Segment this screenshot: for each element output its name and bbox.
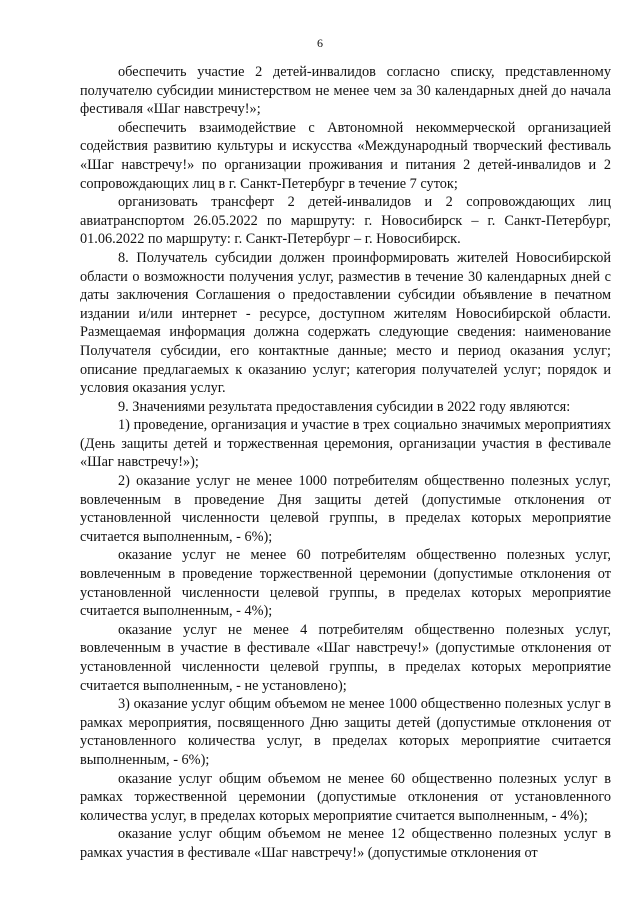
paragraph-result-2-festival: оказание услуг не менее 4 потребителям общественно полезных услуг, вовлеченным в участие в фестивале «Шаг навстречу!» (допустимые отклонения от установленной численности целевой группы, в пределах которых мероприятие считается выполненным, - не установлено); [80, 621, 611, 694]
paragraph-result-1: 1) проведение, организация и участие в трех социально значимых мероприятиях (День защиты детей и торжественная церемония, организации участия в фестивале «Шаг навстречу!»); [80, 417, 611, 471]
paragraph-result-3: 3) оказание услуг общим объемом не менее 1000 общественно полезных услуг в рамках мероприятия, посвященного Дню защиты детей (допустимые отклонения от установленного количества услуг, в пределах которых мероприятие считается выполненным, - 6%); [80, 696, 611, 768]
paragraph-section-8: 8. Получатель субсидии должен проинформировать жителей Новосибирской области о возможности получения услуг, разместив в течение 30 календарных дней с даты заключения Соглашения о предоставлении субсидии объявление в печатном издании и/или интернет - ресурсе, доступном жителям Новосибирской области. Размещаемая информация должна содержать следующие сведения: наименование Получателя субсидии, его контактные данные; место и период оказания услуг; описание предлагаемых к оказанию услуг; категория получателей услуг; порядок и условия оказания услуг. [80, 249, 611, 397]
paragraph-result-3-festival: оказание услуг общим объемом не менее 12 общественно полезных услуг в рамках участия в фестивале «Шаг навстречу!» (допустимые отклонения от [80, 826, 611, 861]
paragraph-section-9: 9. Значениями результата предоставления субсидии в 2022 году являются: [118, 398, 571, 415]
paragraph-transfer: организовать трансферт 2 детей-инвалидов и 2 сопровождающих лиц авиатранспортом 26.05.2022 по маршруту: г. Новосибирск – г. Санкт-Петербург, 01.06.2022 по маршруту: г. Санкт-Петербург – г. Новосибирск. [80, 194, 611, 248]
paragraph-result-3-ceremony: оказание услуг общим объемом не менее 60 общественно полезных услуг в рамках торжественной церемонии (допустимые отклонения от установленного количества услуг, в пределах которых мероприятие считается выполненным, - 4%); [80, 770, 611, 824]
paragraph-participation: обеспечить участие 2 детей-инвалидов согласно списку, представленному получателю субсидии министерством не менее чем за 30 календарных дней до начала фестиваля «Шаг навстречу!»; [80, 64, 611, 118]
document-body [80, 63, 611, 863]
paragraph-result-2-ceremony: оказание услуг не менее 60 потребителям общественно полезных услуг, вовлеченным в проведение торжественной церемонии (допустимые отклонения от установленной численности целевой группы, в пределах которых мероприятие считается выполненным, - 4%); [80, 547, 611, 620]
page-number: 6 [317, 36, 323, 50]
paragraph-interaction: обеспечить взаимодействие с Автономной некоммерческой организацией содействия развитию культуры и искусства «Международный творческий фестиваль «Шаг навстречу!» по организации проживания и питания 2 детей-инвалидов и 2 сопровождающих лиц в г. Санкт-Петербург в течение 7 суток; [80, 119, 611, 192]
paragraph-result-2: 2) оказание услуг не менее 1000 потребителям общественно полезных услуг, вовлеченным в проведение Дня защиты детей (допустимые отклонения от установленной численности целевой группы, в пределах которых мероприятие считается выполненным, - 6%); [80, 473, 611, 545]
